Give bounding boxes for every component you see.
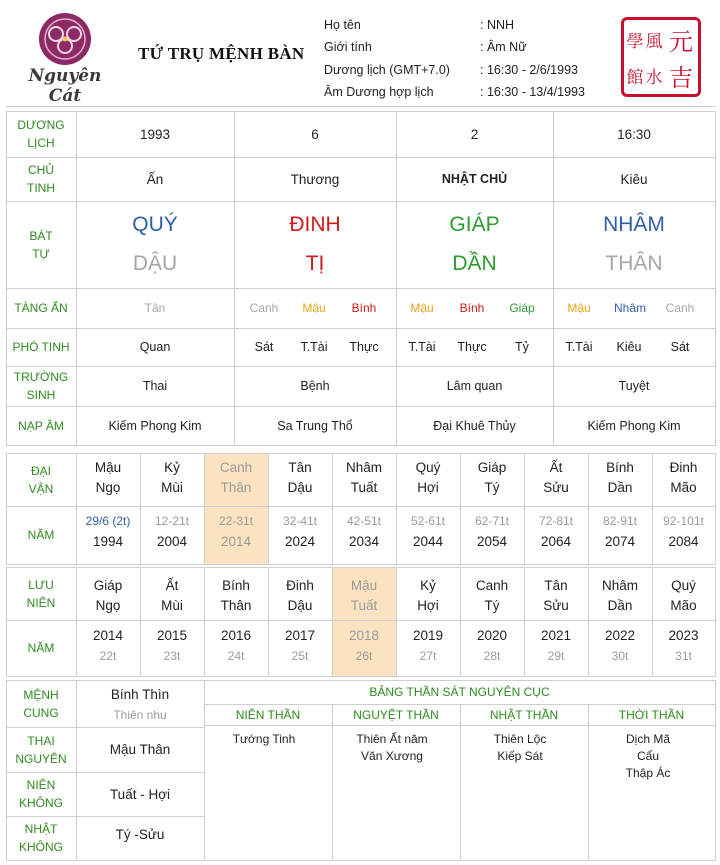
pillar-year-duong-lich: 1993	[139, 126, 171, 142]
luu-nien-chi: Ngọ	[95, 597, 121, 613]
divider	[6, 506, 716, 507]
dai-van-year: 2074	[604, 533, 636, 549]
dai-van-age: 29/6 (2t)	[85, 514, 131, 528]
than-sat-title: BẢNG THẦN SÁT NGUYÊN CỤC	[369, 685, 550, 699]
divider	[6, 453, 716, 454]
nhat-khong-value: Tý -Sửu	[115, 826, 165, 842]
than-sat-item: Tướng Tinh	[232, 732, 296, 746]
dai-van-can: Kỷ	[164, 459, 180, 475]
dai-van-chi: Sửu	[543, 479, 569, 495]
sub-star: Sát	[254, 340, 274, 354]
menh-cung-value: Bính Thìn	[110, 686, 170, 702]
page-title: TỨ TRỤ MỆNH BÀN	[138, 44, 305, 63]
pillar-month-chi: TỊ	[305, 252, 325, 275]
dai-van-chi: Mão	[670, 479, 697, 495]
logo-text: Nguyên Cát	[28, 66, 102, 106]
divider	[6, 567, 716, 568]
row-label-luu-nien: LƯU NIÊN	[26, 577, 56, 610]
than-sat-item: Thiên Lộc	[493, 732, 547, 746]
than-sat-header: NHẬT THẦN	[489, 707, 559, 722]
luu-nien-can: Đinh	[286, 577, 314, 593]
dai-van-chi: Dần	[607, 479, 633, 495]
pillar-hour-nap-am: Kiếm Phong Kim	[587, 418, 681, 433]
dai-van-age: 92-101t	[663, 514, 704, 528]
luu-nien-chi: Dậu	[287, 597, 313, 613]
nien-khong-value: Tuất - Hợi	[109, 786, 171, 802]
dai-van-can: Bính	[606, 459, 634, 475]
luu-nien-year: 2021	[540, 627, 572, 643]
info-value-lunar: : 16:30 - 13/4/1993	[480, 85, 585, 99]
dai-van-year: 2084	[668, 533, 699, 549]
pillar-hour-truong-sinh: Tuyệt	[618, 379, 650, 393]
luu-nien-age: 30t	[611, 649, 629, 663]
row-label-dai-van-nam: NĂM	[27, 528, 55, 542]
luu-nien-year: 2018	[348, 627, 380, 643]
dai-van-can: Nhâm	[345, 459, 382, 475]
luu-nien-age: 25t	[291, 649, 309, 663]
pillar-day-can: GIÁP	[449, 213, 500, 236]
pillar-day-truong-sinh: Lâm quan	[446, 379, 503, 393]
hidden-stem: Bính	[351, 301, 377, 315]
dai-van-age: 32-41t	[282, 514, 318, 528]
dai-van-year: 2054	[476, 533, 508, 549]
divider	[715, 111, 716, 445]
seal-char: 風	[645, 31, 663, 52]
pillar-hour-chi: THÂN	[605, 252, 663, 275]
luu-nien-chi: Mão	[670, 597, 697, 613]
dai-van-age: 52-61t	[410, 514, 446, 528]
seal-char: 館	[626, 67, 644, 88]
divider	[715, 680, 716, 860]
pillar-year-can: QUÝ	[132, 213, 178, 236]
dai-van-age: 12-21t	[154, 514, 190, 528]
dai-van-can: Ất	[549, 459, 563, 475]
than-sat-item: Cẩu	[636, 749, 659, 763]
pillar-day-chu-tinh: NHẬT CHỦ	[441, 172, 508, 186]
luu-nien-year: 2016	[220, 627, 252, 643]
luu-nien-age: 31t	[675, 649, 692, 663]
pillar-hour-can: NHÂM	[603, 213, 665, 236]
pillar-day-chi: DẦN	[452, 252, 497, 275]
than-sat-item: Dịch Mã	[625, 732, 670, 746]
luu-nien-chi: Dần	[607, 597, 633, 613]
row-label-menh-cung: MỆNH CUNG	[23, 687, 59, 720]
dai-van-chi: Tý	[484, 479, 500, 495]
hidden-stem: Canh	[665, 301, 695, 315]
divider	[460, 704, 461, 860]
thai-nguyen-value: Mậu Thân	[109, 742, 171, 757]
luu-nien-age: 26t	[355, 649, 373, 663]
luu-nien-chi: Tý	[484, 597, 500, 613]
luu-nien-age: 27t	[419, 649, 437, 663]
pillar-month-can: ĐINH	[289, 213, 341, 236]
row-label-pho-tinh: PHÓ TINH	[12, 340, 70, 354]
than-sat-item: Văn Xương	[361, 749, 423, 763]
dai-van-year: 1994	[92, 533, 124, 549]
hidden-stem: Mậu	[567, 301, 591, 315]
dai-van-year: 2004	[156, 533, 188, 549]
info-value-name: : NNH	[480, 18, 515, 32]
dai-van-age: 82-91t	[602, 514, 638, 528]
dai-van-year: 2064	[540, 533, 572, 549]
row-label-luu-nien-nam: NĂM	[27, 641, 55, 655]
luu-nien-can: Tân	[544, 577, 568, 593]
divider	[6, 676, 716, 677]
pillar-year-chu-tinh: Ấn	[146, 171, 164, 187]
hidden-stem: Mậu	[302, 301, 326, 315]
pillar-day-duong-lich: 2	[470, 126, 479, 142]
luu-nien-year: 2022	[604, 627, 636, 643]
sub-star: Thực	[457, 340, 487, 354]
row-label-truong-sinh: TRƯỜNG SINH	[13, 370, 69, 402]
dai-van-age: 62-71t	[474, 514, 510, 528]
dai-van-chi: Hợi	[417, 479, 439, 495]
row-label-chu-tinh: CHỦ TINH	[27, 163, 55, 195]
dai-van-year: 2034	[348, 533, 380, 549]
luu-nien-age: 23t	[163, 649, 181, 663]
divider	[6, 445, 716, 446]
pillar-day-nap-am: Đại Khuê Thủy	[433, 418, 516, 433]
than-sat-header: NGUYỆT THẦN	[353, 707, 439, 722]
luu-nien-chi: Sửu	[543, 597, 569, 613]
seal-char: 吉	[669, 63, 693, 92]
divider	[715, 453, 716, 564]
row-label-nap-am: NẠP ÂM	[18, 418, 64, 433]
dai-van-can: Canh	[219, 459, 253, 475]
luu-nien-year: 2020	[476, 627, 508, 643]
luu-nien-can: Mậu	[350, 577, 378, 593]
dai-van-chi: Ngọ	[95, 479, 121, 495]
row-label-tang-an: TÀNG ẨN	[14, 301, 68, 315]
dai-van-year: 2014	[220, 533, 252, 549]
dai-van-year: 2024	[284, 533, 316, 549]
pillar-month-nap-am: Sa Trung Thổ	[277, 418, 353, 433]
dai-van-age: 72-81t	[538, 514, 574, 528]
than-sat-item: Thập Ác	[625, 766, 671, 780]
luu-nien-can: Bính	[222, 577, 250, 593]
sub-star: Tỷ	[515, 340, 529, 354]
sub-star: T.Tài	[408, 340, 436, 354]
info-label-lunar: Âm Dương hợp lịch	[324, 85, 434, 99]
luu-nien-year: 2017	[284, 627, 316, 643]
luu-nien-year: 2019	[412, 627, 444, 643]
dai-van-can: Mậu	[94, 459, 122, 475]
row-label-nien-khong: NIÊN KHÔNG	[19, 778, 64, 810]
hidden-stem: Bính	[459, 301, 485, 315]
sub-star: Quan	[139, 340, 171, 354]
divider	[6, 106, 716, 107]
dai-van-chi: Thân	[220, 479, 252, 495]
pillar-hour-chu-tinh: Kiêu	[620, 171, 648, 187]
divider	[332, 704, 333, 860]
luu-nien-chi: Hợi	[417, 597, 439, 613]
luu-nien-can: Ất	[165, 577, 179, 593]
info-label-name: Họ tên	[324, 18, 361, 32]
sub-star: T.Tài	[565, 340, 593, 354]
than-sat-header: THỜI THẦN	[618, 707, 685, 722]
hidden-stem: Tân	[144, 301, 166, 315]
seal-char: 水	[645, 67, 663, 88]
dai-van-can: Quý	[415, 459, 441, 475]
dai-van-chi: Mùi	[161, 479, 183, 495]
hidden-stem: Canh	[249, 301, 279, 315]
luu-nien-can: Nhâm	[601, 577, 638, 593]
info-value-solar: : 16:30 - 2/6/1993	[480, 63, 578, 77]
seal-char: 學	[626, 31, 644, 52]
dai-van-can: Đinh	[669, 459, 698, 475]
luu-nien-year: 2023	[668, 627, 699, 643]
luu-nien-chi: Thân	[220, 597, 252, 613]
divider	[6, 860, 716, 861]
luu-nien-age: 24t	[227, 649, 245, 663]
than-sat-header: NIÊN THẦN	[235, 707, 301, 722]
dai-van-year: 2044	[412, 533, 444, 549]
row-label-nhat-khong: NHẬT KHÔNG	[19, 822, 64, 854]
dai-van-can: Giáp	[477, 459, 507, 475]
luu-nien-age: 29t	[547, 649, 565, 663]
sub-star: Sát	[670, 340, 690, 354]
menh-cung-sub: Thiên nhu	[113, 708, 167, 722]
luu-nien-can: Canh	[475, 577, 509, 593]
luu-nien-chi: Tuất	[350, 597, 378, 613]
pillar-year-chi: DẬU	[132, 252, 178, 275]
sub-star: T.Tài	[300, 340, 328, 354]
pillar-month-duong-lich: 6	[311, 126, 319, 142]
luu-nien-year: 2014	[92, 627, 124, 643]
pillar-month-truong-sinh: Bệnh	[300, 379, 330, 393]
divider	[6, 564, 716, 565]
luu-nien-age: 28t	[483, 649, 501, 663]
sub-star: Kiêu	[616, 340, 642, 354]
header	[0, 0, 720, 104]
pillar-year-truong-sinh: Thai	[142, 379, 168, 393]
luu-nien-can: Quý	[671, 577, 696, 593]
divider	[6, 620, 716, 621]
pillar-hour-duong-lich: 16:30	[617, 126, 651, 142]
luu-nien-age: 22t	[99, 649, 117, 663]
info-label-gender: Giới tính	[324, 40, 372, 54]
luu-nien-chi: Mùi	[161, 597, 183, 613]
luu-nien-can: Giáp	[93, 577, 123, 593]
dai-van-can: Tân	[288, 459, 312, 475]
seal-char: 元	[669, 27, 693, 56]
hidden-stem: Mậu	[410, 301, 434, 315]
row-label-duong-lich: DƯƠNG LỊCH	[17, 118, 65, 150]
dai-van-chi: Dậu	[287, 479, 313, 495]
dai-van-age: 22-31t	[218, 514, 254, 528]
info-label-solar: Dương lịch (GMT+7.0)	[324, 63, 450, 77]
hidden-stem: Giáp	[509, 301, 535, 315]
luu-nien-can: Kỷ	[420, 577, 436, 593]
luu-nien-year: 2015	[156, 627, 188, 643]
row-label-thai-nguyen: THAI NGUYÊN	[15, 733, 67, 766]
seal-stamp	[621, 17, 701, 97]
divider	[6, 201, 716, 202]
dai-van-age: 42-51t	[346, 514, 382, 528]
dai-van-chi: Tuất	[350, 479, 378, 495]
hidden-stem: Nhâm	[613, 301, 646, 315]
pillar-year-nap-am: Kiếm Phong Kim	[108, 418, 202, 433]
divider	[715, 567, 716, 676]
sub-star: Thực	[349, 340, 379, 354]
logo	[10, 12, 120, 106]
row-label-bat-tu: BÁT TỰ	[29, 228, 53, 261]
row-label-dai-van: ĐẠI VẬN	[28, 463, 54, 496]
than-sat-item: Kiếp Sát	[497, 749, 543, 763]
divider	[588, 704, 589, 860]
than-sat-item: Thiên Ất năm	[356, 732, 428, 746]
info-value-gender: : Âm Nữ	[480, 40, 527, 54]
pillar-month-chu-tinh: Thương	[290, 171, 340, 187]
